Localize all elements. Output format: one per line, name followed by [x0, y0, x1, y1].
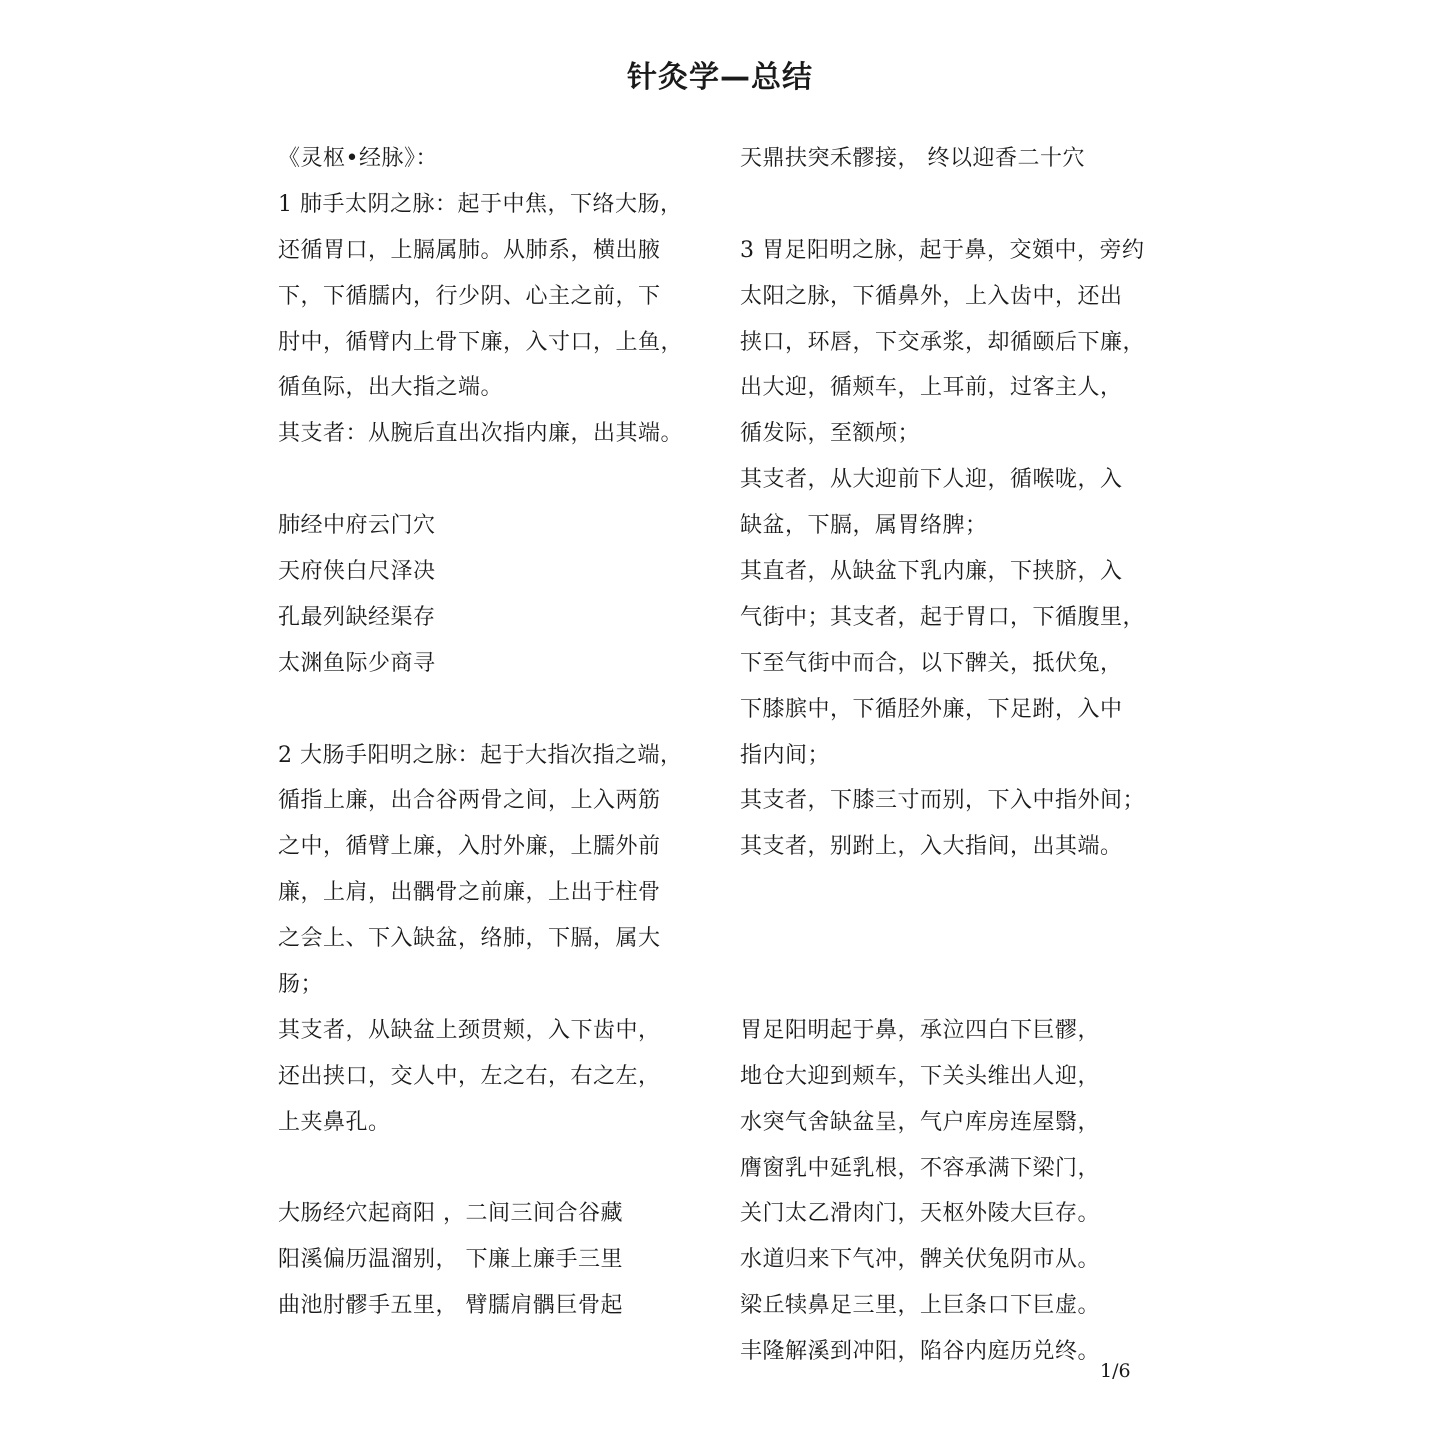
text-line: 关门太乙滑肉门，天枢外陵大巨存。 — [740, 1201, 1101, 1227]
text-line: 天府侠白尺泽决 — [278, 559, 436, 585]
text-line: 出大迎，循颊车，上耳前，过客主人， — [740, 375, 1123, 401]
text-line: 上夹鼻孔。 — [278, 1109, 391, 1135]
text-line: 其支者，下膝三寸而别，下入中指外间； — [740, 788, 1146, 814]
text-line: 还出挟口，交人中，左之右，右之左， — [278, 1063, 661, 1089]
text-line: 其支者：从腕后直出次指内廉，出其端。 — [278, 421, 684, 447]
text-line — [278, 687, 728, 733]
text-line: 天鼎扶突禾髎接， 终以迎香二十穴 — [740, 146, 1085, 171]
text-line: 梁丘犊鼻足三里，上巨条口下巨虚。 — [740, 1293, 1101, 1319]
text-line: 太渊鱼际少商寻 — [278, 650, 436, 676]
text-line: 大肠经穴起商阳 ，二间三间合谷藏 — [278, 1201, 623, 1227]
text-line: 肘中，循臂内上骨下廉，入寸口，上鱼， — [278, 329, 684, 355]
text-line: 循发际，至额颅； — [740, 421, 921, 447]
text-line — [740, 182, 1190, 228]
text-line: 肺经中府云门穴 — [278, 513, 436, 539]
text-line: 膺窗乳中延乳根，不容承满下梁门， — [740, 1155, 1101, 1181]
text-line: 之中，循臂上廉，入肘外廉，上臑外前 — [278, 834, 661, 860]
text-line: 挟口，环唇，下交承浆，却循颐后下廉， — [740, 329, 1146, 355]
text-line: 其支者，别跗上，入大指间，出其端。 — [740, 834, 1123, 860]
text-line: 孔最列缺经渠存 — [278, 604, 436, 630]
text-line: 循鱼际，出大指之端。 — [278, 375, 504, 401]
text-line: 胃足阳明起于鼻，承泣四白下巨髎， — [740, 1017, 1101, 1043]
text-line: 肠； — [278, 972, 324, 998]
text-line: 太阳之脉，下循鼻外，上入齿中，还出 — [740, 283, 1123, 309]
page-title: 针灸学—总结 — [627, 60, 813, 95]
text-line: 还循胃口，上膈属肺。从肺系，横出腋 — [278, 237, 661, 263]
text-line: 缺盆，下膈，属胃络脾； — [740, 513, 988, 539]
text-line: 廉，上肩，出髃骨之前廉，上出于柱骨 — [278, 880, 661, 906]
text-line: 3 胃足阳明之脉，起于鼻，交頞中，旁约 — [740, 237, 1145, 263]
text-line: 《灵枢•经脉》： — [278, 146, 438, 171]
text-line: 其支者，从大迎前下人迎，循喉咙，入 — [740, 467, 1123, 493]
text-line: 之会上、下入缺盆，络肺，下膈，属大 — [278, 926, 661, 952]
text-line — [740, 870, 1190, 916]
text-line — [278, 457, 728, 503]
page-number: 1/6 — [1100, 1360, 1131, 1382]
text-line: 1 肺手太阴之脉：起于中焦，下络大肠， — [278, 191, 683, 217]
text-line: 阳溪偏历温溜别， 下廉上廉手三里 — [278, 1247, 623, 1273]
text-line: 气街中；其支者，起于胃口，下循腹里， — [740, 604, 1146, 630]
right-column — [740, 136, 1190, 1375]
text-line: 水突气舍缺盆呈，气户库房连屋翳， — [740, 1109, 1101, 1135]
text-line: 指内间； — [740, 742, 831, 768]
text-line — [278, 1146, 728, 1192]
text-line: 循指上廉，出合谷两骨之间，上入两筋 — [278, 788, 661, 814]
text-line: 曲池肘髎手五里， 臂臑肩髃巨骨起 — [278, 1293, 623, 1319]
text-line — [740, 962, 1190, 1008]
text-line: 其直者，从缺盆下乳内廉，下挟脐，入 — [740, 559, 1123, 585]
text-line: 丰隆解溪到冲阳，陷谷内庭历兑终。 — [740, 1339, 1101, 1365]
text-line: 下，下循臑内，行少阴、心主之前，下 — [278, 283, 661, 309]
text-line: 地仓大迎到颊车，下关头维出人迎， — [740, 1063, 1101, 1089]
text-line: 其支者，从缺盆上颈贯颊，入下齿中， — [278, 1017, 661, 1043]
text-line: 下至气街中而合，以下髀关，抵伏兔， — [740, 650, 1123, 676]
text-line: 水道归来下气冲，髀关伏兔阴市从。 — [740, 1247, 1101, 1273]
text-line — [740, 916, 1190, 962]
text-line: 2 大肠手阳明之脉：起于大指次指之端， — [278, 742, 683, 768]
text-line: 下膝膑中，下循胫外廉，下足跗，入中 — [740, 696, 1123, 722]
left-column — [278, 136, 728, 1329]
